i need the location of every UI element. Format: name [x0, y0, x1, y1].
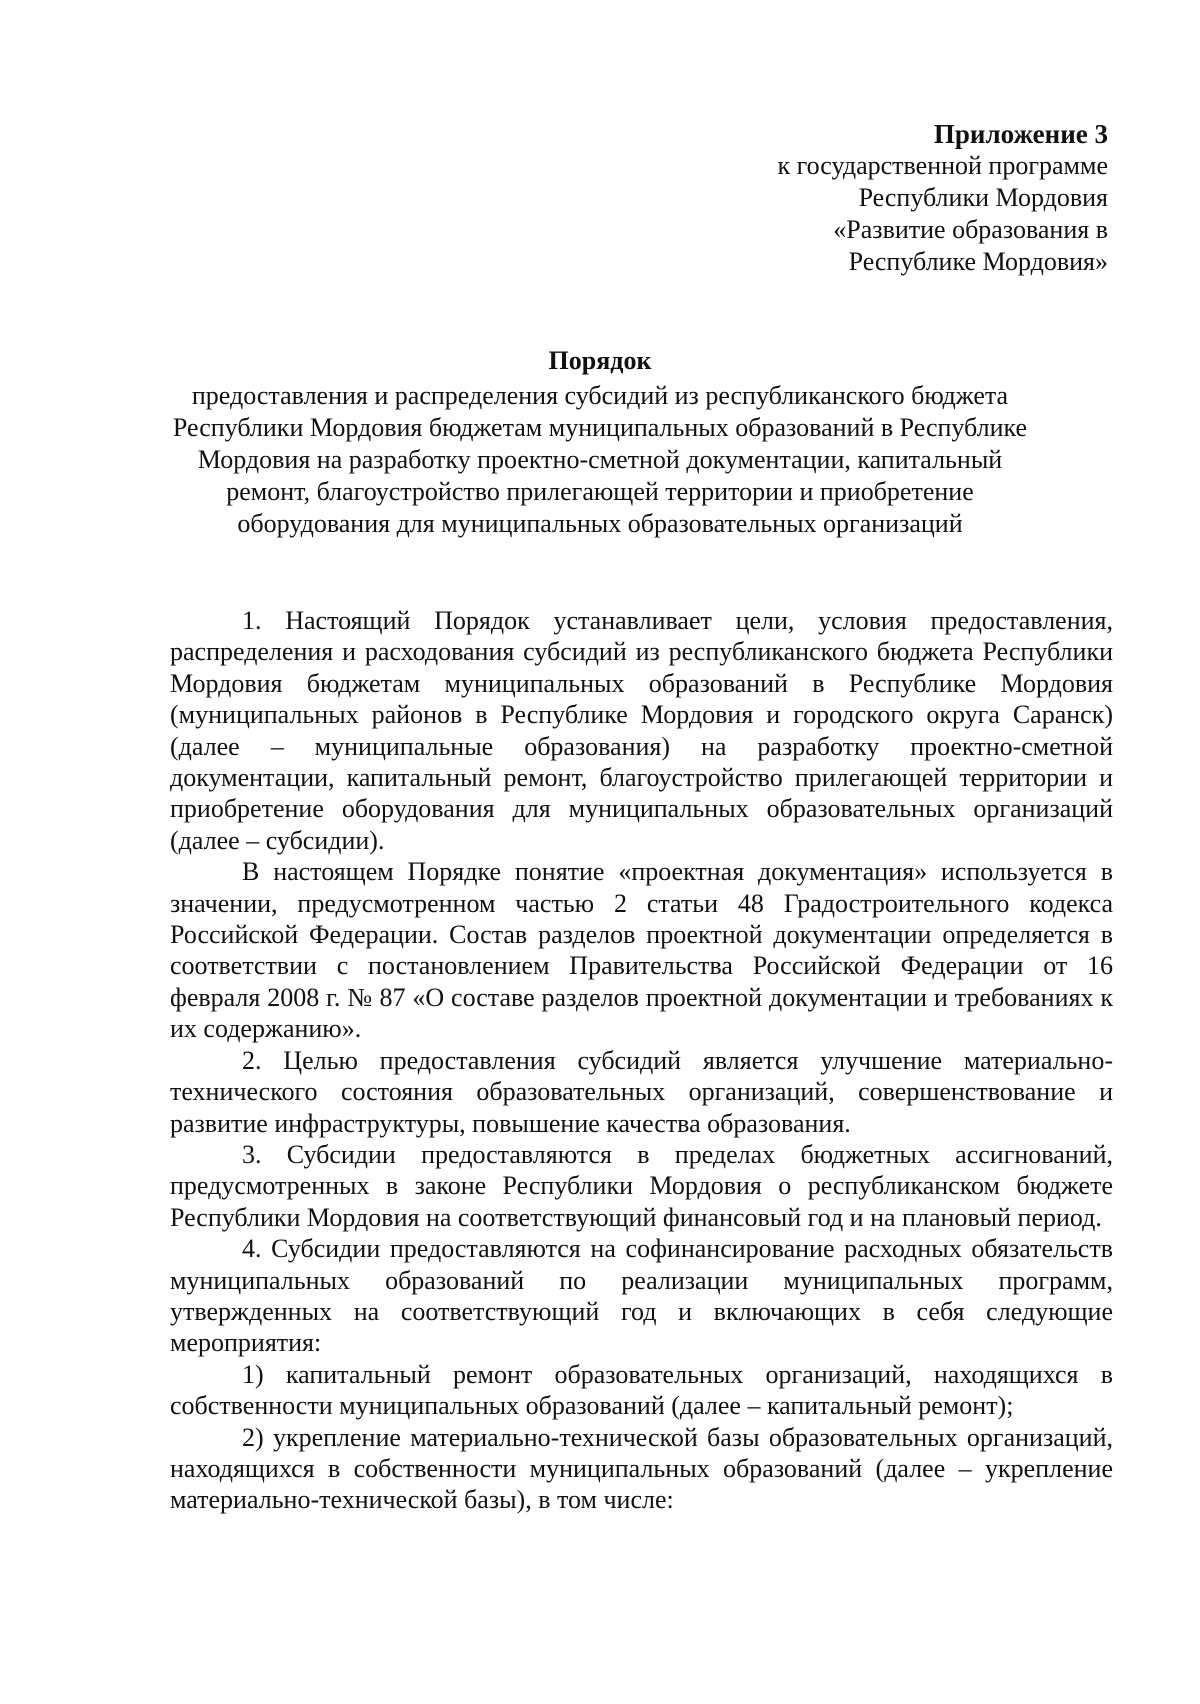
subtitle-line: оборудования для муниципальных образовательных организаций	[237, 509, 963, 538]
subtitle-line: ремонт, благоустройство прилегающей территории и приобретение	[226, 477, 974, 506]
paragraph-project-documentation: В настоящем Порядке понятие «проектная документация» используется в значении, предусмотренном частью 2 статьи 48 Градостроительного кодекса Российской Федерации. Состав разделов проектной документации определяется в соответствии с постановлением Правительства Российской Федерации от 16 февраля 2008 г. № 87 «О составе разделов проектной документации и требованиях к их содержанию».	[170, 857, 1113, 1044]
document-subtitle	[130, 380, 1070, 540]
appendix-line: Республике Мордовия»	[848, 247, 1108, 276]
paragraph-4: 4. Субсидии предоставляются на софинансирование расходных обязательств муниципальных образований по реализации муниципальных программ, утвержденных на соответствующий год и включающих в себя следующие мероприятия:	[170, 1234, 1113, 1358]
subtitle-line: предоставления и распределения субсидий из республиканского бюджета	[191, 381, 1009, 410]
paragraph-3: 3. Субсидии предоставляются в пределах бюджетных ассигнований, предусмотренных в законе Республики Мордовия о республиканском бюджете Республики Мордовия на соответствующий финансовый год и на плановый период.	[170, 1139, 1113, 1232]
paragraph-4-item-2: 2) укрепление материально-технической базы образовательных организаций, находящихся в собственности муниципальных образований (далее – укрепление материально-технической базы), в том числе:	[170, 1422, 1113, 1515]
subtitle-line: Мордовия на разработку проектно-сметной документации, капитальный	[197, 445, 1003, 474]
appendix-line: «Развитие образования в	[833, 215, 1108, 244]
appendix-header	[688, 118, 1108, 278]
appendix-title: Приложение 3	[933, 119, 1108, 149]
appendix-line: к государственной программе	[777, 151, 1108, 180]
document-body	[170, 605, 1113, 1516]
document-title: Порядок	[548, 346, 652, 375]
paragraph-4-item-1: 1) капитальный ремонт образовательных организаций, находящихся в собственности муниципальных образований (далее – капитальный ремонт);	[170, 1359, 1113, 1421]
appendix-line: Республики Мордовия	[858, 183, 1108, 212]
subtitle-line: Республики Мордовия бюджетам муниципальных образований в Республике	[172, 413, 1028, 442]
paragraph-2: 2. Целью предоставления субсидий является улучшение материально-технического состояния образовательных организаций, совершенствование и развитие инфраструктуры, повышение качества образования.	[170, 1045, 1113, 1138]
paragraph-1: 1. Настоящий Порядок устанавливает цели, условия предоставления, распределения и расходования субсидий из республиканского бюджета Республики Мордовия бюджетам муниципальных образований в Республике Мордовия (муниципальных районов в Республике Мордовия и городского округа Саранск) (далее – муниципальные образования) на разработку проектно-сметной документации, капитальный ремонт, благоустройство прилегающей территории и приобретение оборудования для муниципальных образовательных организаций (далее – субсидии).	[170, 606, 1113, 855]
